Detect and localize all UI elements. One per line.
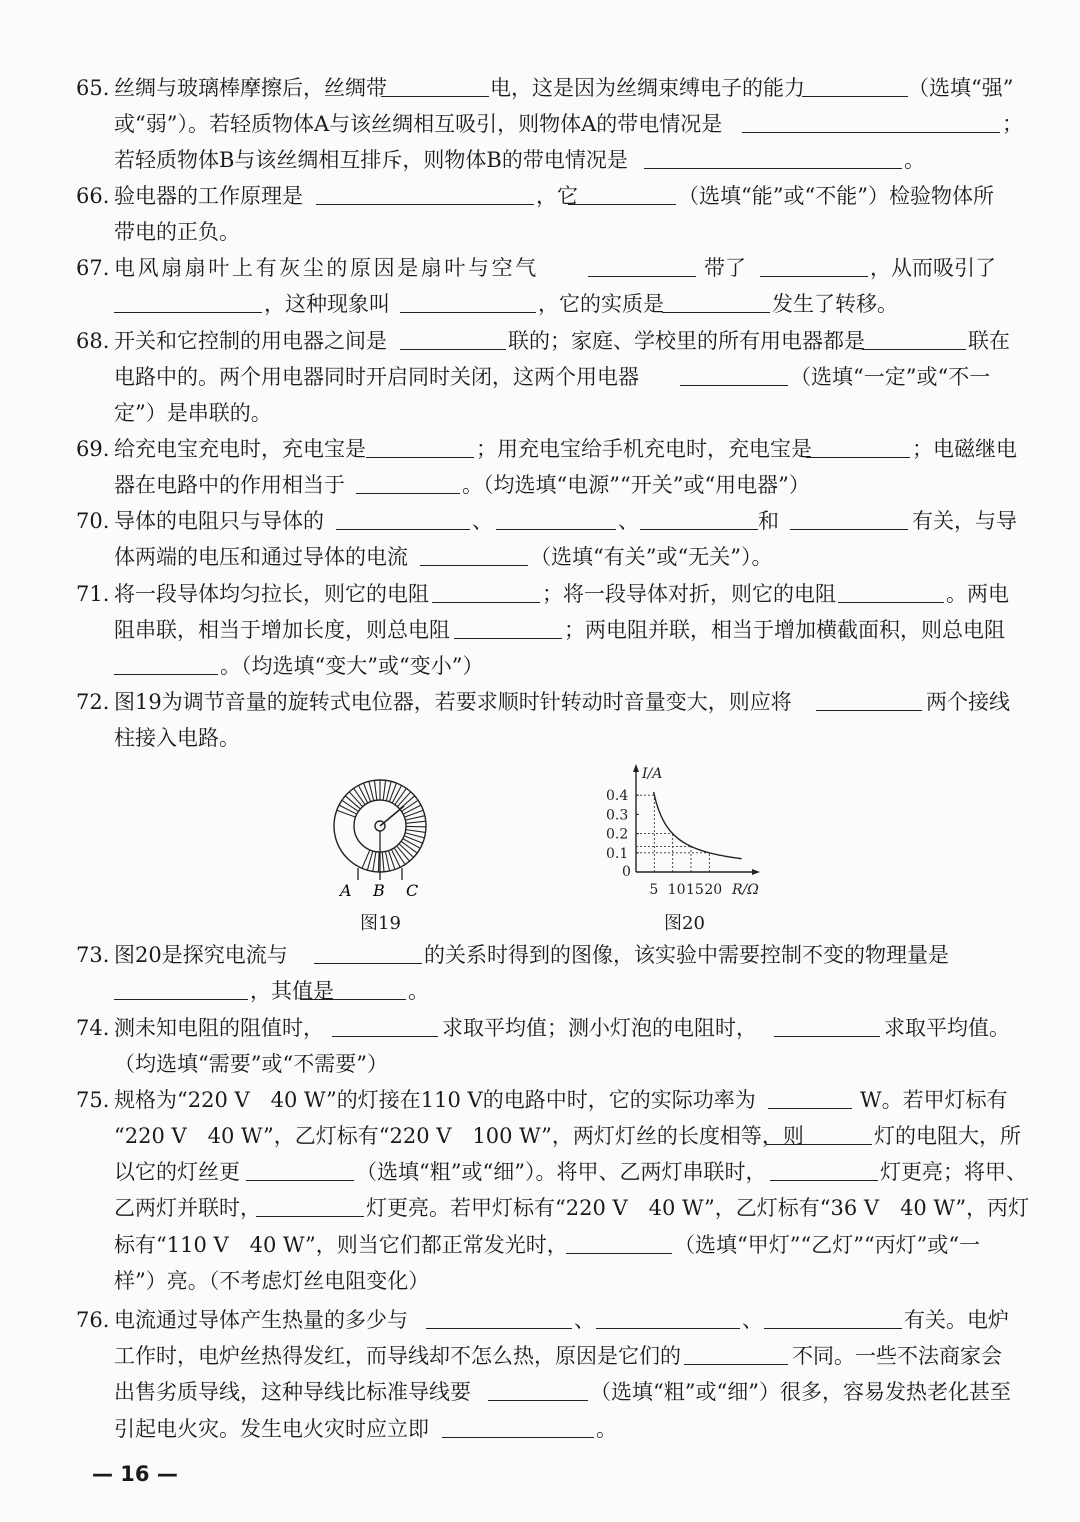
q71-line1: 71. 将一段导体均匀拉长，则它的电阻 ；将一段导体对折，则它的电阻 。两电	[0, 576, 1080, 616]
y-axis-arrow	[633, 764, 639, 772]
y-tick-label: 0.2	[606, 826, 629, 843]
answer-blank[interactable]	[816, 684, 922, 720]
answer-blank[interactable]	[332, 1010, 438, 1046]
x-tick-label: 5	[649, 882, 659, 898]
q65-line1: 65. 丝绸与玻璃棒摩擦后，丝绸带 电，这是因为丝绸束缚电子的能力 （选填“强”	[0, 70, 1080, 110]
question-number: 67.	[76, 256, 110, 280]
resistor-tick	[394, 848, 405, 865]
answer-blank[interactable]	[246, 1154, 354, 1190]
x-axis-arrow	[752, 869, 760, 875]
figure-20-caption: 图20	[664, 913, 705, 934]
x-axis-label: R/Ω	[732, 882, 759, 898]
resistor-tick	[373, 852, 376, 872]
q69-line1: 69. 给充电宝充电时，充电宝是 ；用充电宝给手机充电时，充电宝是 ；电磁继电	[0, 431, 1080, 471]
answer-blank[interactable]	[662, 286, 770, 322]
resistor-tick	[374, 780, 376, 800]
answer-blank[interactable]	[802, 70, 908, 106]
resistor-tick	[406, 821, 426, 823]
resistor-tick	[378, 852, 379, 872]
q73-line2: ，其值是 。	[0, 973, 1080, 1013]
answer-blank[interactable]	[766, 1118, 872, 1154]
answer-blank[interactable]	[400, 286, 536, 322]
resistor-tick	[391, 849, 400, 867]
q68-line3: 定”）是串联的。	[114, 401, 272, 425]
origin-label: 0	[622, 864, 631, 880]
q65-line2: 或“弱”）。若轻质物体A与该丝绸相互吸引，则物体A的带电情况是 ；	[0, 106, 1080, 146]
q65-line3: 若轻质物体B与该丝绸相互排斥，则物体B的带电情况是 。	[0, 142, 1080, 182]
terminal-c-label: C	[406, 881, 419, 900]
answer-blank[interactable]	[488, 1374, 588, 1410]
answer-blank[interactable]	[356, 467, 460, 503]
question-number: 76.	[76, 1308, 110, 1332]
answer-blank[interactable]	[862, 323, 966, 359]
answer-blank[interactable]	[742, 106, 1000, 142]
question-number: 72.	[76, 690, 110, 714]
question-number: 75.	[76, 1088, 110, 1112]
answer-blank[interactable]	[684, 1338, 788, 1374]
q74-line1: 74. 测未知电阻的阻值时， 求取平均值；测小灯泡的电阻时， 求取平均值。	[0, 1010, 1080, 1050]
q73-line1: 73. 图20是探究电流与 的关系时得到的图像，该实验中需要控制不变的物理量是	[0, 937, 1080, 977]
answer-blank[interactable]	[381, 70, 489, 106]
page-number: — 16 —	[92, 1462, 178, 1486]
resistor-tick	[339, 805, 357, 814]
resistor-tick	[354, 788, 365, 804]
q67-line2: ，这种现象叫 ，它的实质是 发生了转移。	[0, 286, 1080, 326]
q74-line2: （均选填“需要”或“不需要”）	[114, 1052, 388, 1076]
q75-line6: 样”）亮。（不考虑灯丝电阻变化）	[114, 1269, 430, 1293]
question-number: 65.	[76, 76, 110, 100]
answer-blank[interactable]	[680, 359, 788, 395]
resistor-tick	[395, 788, 406, 804]
y-axis-label: I/A	[642, 766, 663, 782]
q75-line2: “220 V 40 W”，乙灯标有“220 V 100 W”，两灯灯丝的长度相等，则 灯的电阻大，所	[0, 1118, 1080, 1158]
x-tick-label: 10	[667, 882, 686, 898]
resistor-tick	[403, 839, 420, 849]
answer-blank[interactable]	[764, 1302, 902, 1338]
resistor-tick	[388, 851, 395, 870]
answer-blank[interactable]	[644, 142, 902, 178]
q69-line2: 器在电路中的作用相当于 。（均选填“电源”“开关”或“用电器”）	[0, 467, 1080, 507]
resistor-tick	[382, 852, 384, 872]
answer-blank[interactable]	[770, 1154, 878, 1190]
figure-19-potentiometer	[320, 776, 450, 900]
q72-line1: 72. 图19为调节音量的旋转式电位器，若要求顺时针转动时音量变大，则应将 两个接线	[0, 684, 1080, 724]
q75-line5: 标有“110 V 40 W”，则当它们都正常发光时， （选填“甲灯”“乙灯”“丙灯”或“一	[0, 1227, 1080, 1267]
x-tick-label: 15	[686, 882, 704, 898]
q75-line1: 75. 规格为“220 V 40 W”的灯接在110 V的电路中时，它的实际功率为 W。若甲灯标有	[0, 1082, 1080, 1122]
answer-blank[interactable]	[426, 1302, 572, 1338]
q70-line1: 70. 导体的电阻只与导体的 、 、 和 有关，与导	[0, 503, 1080, 543]
answer-blank[interactable]	[366, 431, 474, 467]
q72-line2: 柱接入电路。	[114, 726, 240, 750]
resistor-tick	[342, 800, 359, 811]
answer-blank[interactable]	[588, 250, 696, 286]
question-number: 71.	[76, 582, 110, 606]
q75-line3: 以它的灯丝更 （选填“粗”或“细”）。将甲、乙两灯串联时， 灯更亮；将甲、	[0, 1154, 1080, 1194]
resistor-tick	[383, 780, 385, 800]
answer-blank[interactable]	[316, 178, 534, 214]
answer-blank[interactable]	[256, 1190, 364, 1226]
q76-line3: 出售劣质导线，这种导线比标准导线要 （选填“粗”或“细”）很多，容易发热老化甚至	[0, 1374, 1080, 1414]
answer-blank[interactable]	[568, 178, 676, 214]
q71-line3: 。（均选填“变大”或“变小”）	[0, 648, 1080, 688]
q66-line1: 66. 验电器的工作原理是 ，它 （选填“能”或“不能”）检验物体所	[0, 178, 1080, 218]
answer-blank[interactable]	[790, 503, 908, 539]
answer-blank[interactable]	[768, 1082, 852, 1118]
question-number: 66.	[76, 184, 110, 208]
answer-blank[interactable]	[774, 1010, 880, 1046]
q68-line1: 68. 开关和它控制的用电器之间是 联的；家庭、学校里的所有用电器都是 联在	[0, 323, 1080, 363]
answer-blank[interactable]	[114, 973, 248, 1009]
q71-line2: 阻串联，相当于增加长度，则总电阻 ；两电阻并联，相当于增加横截面积，则总电阻	[0, 612, 1080, 652]
q76-line2: 工作时，电炉丝热得发红，而导线却不怎么热，原因是它们的 不同。一些不法商家会	[0, 1338, 1080, 1378]
y-tick-label: 0.4	[606, 788, 629, 805]
answer-blank[interactable]	[838, 576, 944, 612]
q70-line2: 体两端的电压和通过导体的电流 （选填“有关”或“无关”）。	[0, 539, 1080, 579]
question-number: 74.	[76, 1016, 110, 1040]
resistor-tick	[392, 785, 401, 803]
series-line	[654, 792, 742, 859]
terminal-a-label: A	[340, 881, 352, 900]
answer-blank[interactable]	[400, 323, 506, 359]
answer-blank[interactable]	[300, 973, 406, 1009]
answer-blank[interactable]	[336, 503, 470, 539]
resistor-tick	[337, 810, 356, 817]
answer-blank[interactable]	[442, 1411, 594, 1447]
y-tick-label: 0.1	[606, 845, 629, 862]
x-tick-label: 20	[704, 882, 723, 898]
q66-line2: 带电的正负。	[114, 220, 240, 244]
y-tick-label: 0.3	[606, 807, 629, 824]
q76-line1: 76. 电流通过导体产生热量的多少与 、 、 有关。电炉	[0, 1302, 1080, 1342]
resistor-tick	[403, 805, 421, 814]
q67-line1: 67. 电风扇扇叶上有灰尘的原因是扇叶与空气 带了 ，从而吸引了	[0, 250, 1080, 290]
answer-blank[interactable]	[454, 612, 562, 648]
answer-blank[interactable]	[114, 648, 218, 684]
question-number: 70.	[76, 509, 110, 533]
question-number: 69.	[76, 437, 110, 461]
resistor-tick	[404, 810, 423, 817]
resistor-tick	[358, 785, 367, 803]
q76-line4: 引起电火灾。发生电火灾时应立即 。	[0, 1411, 1080, 1451]
figure-20-chart	[596, 760, 776, 900]
answer-blank[interactable]	[496, 503, 616, 539]
q75-line4: 乙两灯并联时， 灯更亮。若甲灯标有“220 V 40 W”，乙灯标有“36 V 40 W”，丙灯	[0, 1190, 1080, 1230]
figure-19-caption: 图19	[360, 913, 401, 934]
question-number: 68.	[76, 329, 110, 353]
answer-blank[interactable]	[806, 431, 910, 467]
answer-blank[interactable]	[760, 250, 868, 286]
answer-blank[interactable]	[566, 1227, 672, 1263]
terminal-b-label: B	[373, 881, 385, 900]
resistor-tick	[405, 816, 424, 820]
resistor-tick	[406, 830, 426, 833]
resistor-tick	[402, 800, 419, 811]
answer-blank[interactable]	[114, 286, 262, 322]
question-number: 73.	[76, 943, 110, 967]
q68-line2: 电路中的。两个用电器同时开启同时关闭，这两个用电器 （选填“一定”或“不一	[0, 359, 1080, 399]
answer-blank[interactable]	[314, 937, 422, 973]
answer-blank[interactable]	[640, 503, 758, 539]
answer-blank[interactable]	[596, 1302, 740, 1338]
answer-blank[interactable]	[432, 576, 540, 612]
answer-blank[interactable]	[420, 539, 528, 575]
resistor-tick	[385, 851, 389, 871]
